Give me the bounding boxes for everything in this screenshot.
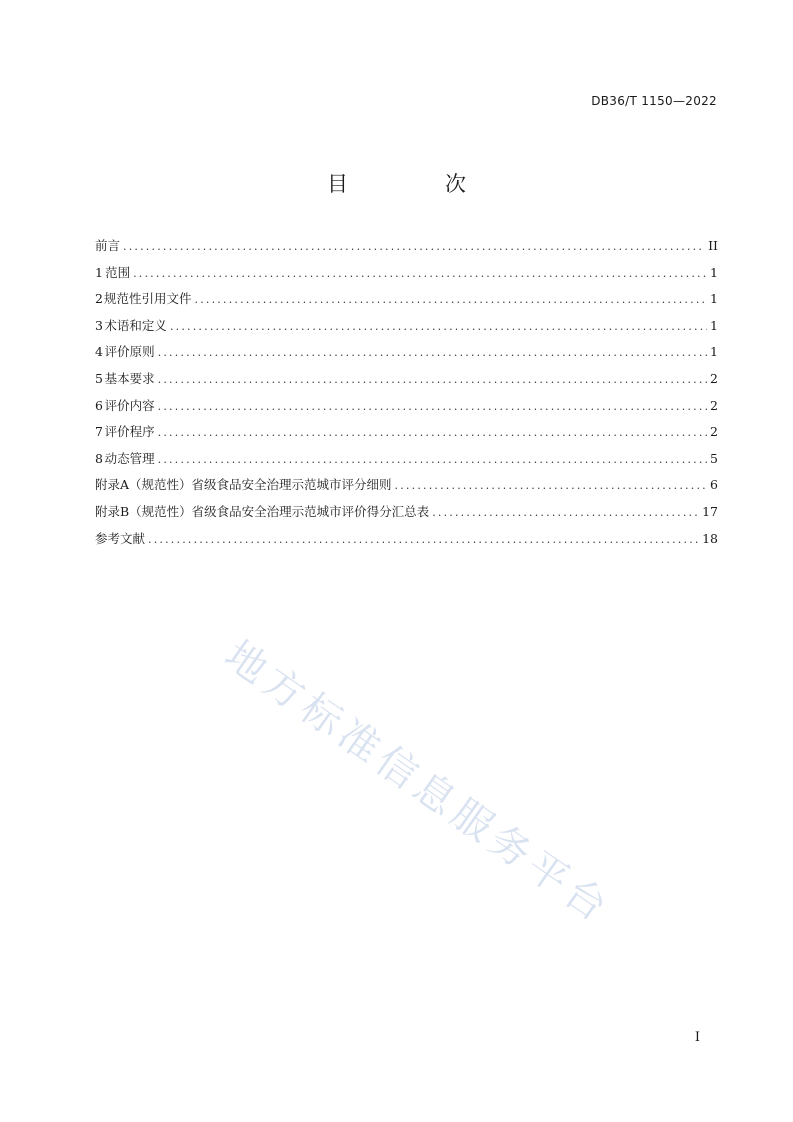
toc-entry-4[interactable] <box>95 342 718 369</box>
toc-entry-number: 2 <box>95 291 103 307</box>
toc-entry-appendix-a[interactable] <box>95 475 718 502</box>
toc-entry-number: 6 <box>95 397 103 413</box>
toc-entry-3[interactable] <box>95 316 718 343</box>
toc-entry-5[interactable] <box>95 369 718 396</box>
toc-entry-2[interactable] <box>95 289 718 316</box>
toc-entry-appendix-b[interactable] <box>95 502 718 529</box>
toc-entry-page: 17 <box>702 503 718 519</box>
toc-leader-dots <box>158 426 707 439</box>
toc-entry-number: 5 <box>95 370 103 386</box>
toc-entry-label: 规范性引用文件 <box>104 291 192 307</box>
toc-entry-label: 评价原则 <box>104 344 155 360</box>
toc-entry-number: 1 <box>95 264 103 280</box>
toc-entry-page: 1 <box>710 291 718 307</box>
toc-entry-label: 附录B（规范性）省级食品安全治理示范城市评价得分汇总表 <box>95 503 430 519</box>
toc-leader-dots <box>195 293 708 306</box>
toc-title: 目 次 <box>327 172 504 196</box>
toc-leader-dots <box>148 533 699 546</box>
toc-entry-label: 附录A（规范性）省级食品安全治理示范城市评分细则 <box>95 477 392 493</box>
toc-entry-page: 6 <box>710 477 718 493</box>
toc-entry-8[interactable] <box>95 449 718 476</box>
toc-entry-label: 基本要求 <box>104 370 155 386</box>
toc-leader-dots <box>133 267 707 280</box>
toc-entry-page: 1 <box>710 344 718 360</box>
toc-entry-page: 2 <box>710 424 718 440</box>
toc-entry-label: 评价程序 <box>104 424 155 440</box>
toc-entry-page: 1 <box>710 317 718 333</box>
toc-entry-label: 前言 <box>95 238 121 253</box>
toc-entry-label: 动态管理 <box>104 450 155 466</box>
toc-entry-page: 18 <box>702 530 718 546</box>
toc-leader-dots <box>158 453 707 466</box>
watermark: 地方标准信息服务平台 <box>216 632 620 934</box>
toc-leader-dots <box>170 320 707 333</box>
document-code: DB36/T 1150—2022 <box>591 94 717 108</box>
toc-entry-label: 范围 <box>105 264 131 280</box>
toc-leader-dots <box>158 346 707 359</box>
toc-entry-page: 1 <box>710 264 718 280</box>
toc-leader-dots <box>158 400 707 413</box>
toc-leader-dots <box>432 506 699 519</box>
toc-entry-number: 3 <box>95 317 103 333</box>
toc-leader-dots <box>158 373 707 386</box>
toc-entry-7[interactable] <box>95 422 718 449</box>
page-number: I <box>694 1030 700 1045</box>
toc-leader-dots <box>395 479 708 492</box>
toc-entry-page: 2 <box>710 397 718 413</box>
toc-entry-label: 术语和定义 <box>104 317 167 333</box>
toc-entry-number: 4 <box>95 344 103 360</box>
toc-entry-6[interactable] <box>95 396 718 423</box>
toc-leader-dots <box>123 240 705 253</box>
toc-entry-number: 7 <box>95 424 103 440</box>
toc-entry-label: 评价内容 <box>104 397 155 413</box>
toc-entry-page: 5 <box>710 450 718 466</box>
toc-entry-foreword[interactable] <box>95 236 718 263</box>
toc-entry-number: 8 <box>95 450 103 466</box>
table-of-contents <box>95 236 718 555</box>
toc-entry-page: 2 <box>710 370 718 386</box>
toc-entry-page: II <box>708 238 718 253</box>
toc-entry-1[interactable] <box>95 263 718 290</box>
toc-entry-label: 参考文献 <box>95 530 146 546</box>
toc-entry-references[interactable] <box>95 529 718 556</box>
